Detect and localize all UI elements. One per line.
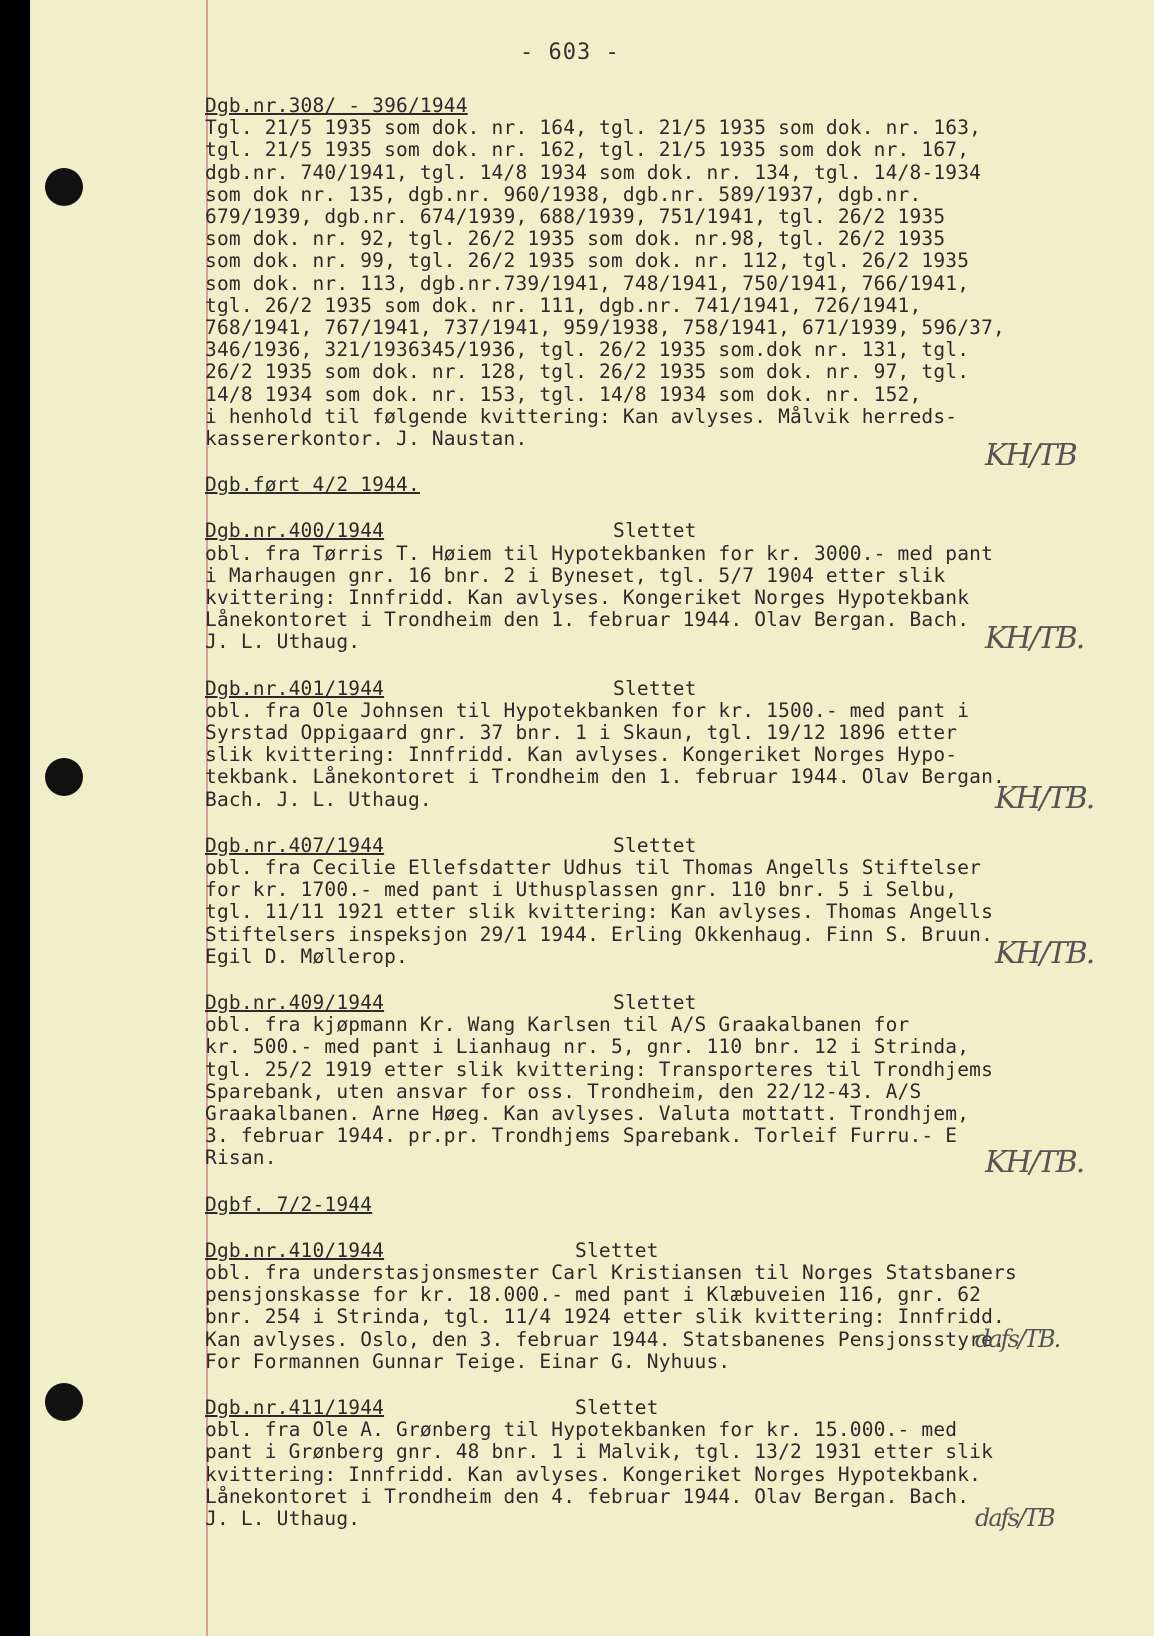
entry-reference: Dgb.nr.411/1944: [205, 1396, 385, 1420]
entry-text: obl. fra Tørris T. Høiem til Hypotekbanken for kr. 3000.- med pant i Marhaugen gnr. 16 bnr. 2 i Byneset, tgl. 5/7 1904 etter slik kvittering: Innfridd. Kan avlyses. Kongeriket Norges Hypotekbank Lånekontoret i Trondheim den 1. februar 1944. Olav Bergan. Bach. J. L. Uthaug.: [205, 541, 994, 654]
entry-reference: Dgbf. 7/2-1944: [205, 1192, 373, 1216]
entry-reference: Dgb.nr.401/1944: [205, 676, 385, 700]
entry-status: Slettet: [575, 1238, 659, 1262]
ledger-content: [205, 94, 1125, 1533]
ledger-entry: [205, 991, 1125, 1181]
handwritten-signature: KH/TB.: [985, 1145, 1084, 1181]
entry-text: Tgl. 21/5 1935 som dok. nr. 164, tgl. 21/5 1935 som dok. nr. 163, tgl. 21/5 1935 som dok. nr. 162, tgl. 21/5 1935 som dok nr. 167, dgb.nr. 740/1941, tgl. 14/8 1934 som dok. nr. 134, tgl. 14/8-1934 som dok nr. 135, dgb.nr. 960/1938, dgb.nr. 589/1937, dgb.nr. 679/1939, dgb.nr. 674/1939, 688/1939, 751/1941, tgl. 26/2 1935 som dok. nr. 92, tgl. 26/2 1935 som dok. nr.98, tgl. 26/2 1935 som dok. nr. 99, tgl. 26/2 1935 som dok. nr. 112, tgl. 26/2 1935 som dok. nr. 113, dgb.nr.739/1941, 748/1941, 750/1941, 766/1941, tgl. 26/2 1935 som dok. nr. 111, dgb.nr. 741/1941, 726/1941, 768/1941, 767/1941, 737/1941, 959/1938, 758/1941, 671/1939, 596/37, 346/1936, 321/1936345/1936, tgl. 26/2 1935 som.dok nr. 131, tgl. 26/2 1935 som dok. nr. 128, tgl. 26/2 1935 som dok. nr. 97, tgl. 14/8 1934 som dok. nr. 153, tgl. 14/8 1934 som dok. nr. 152, i henhold til følgende kvittering: Kan avlyses. Målvik herreds- kassererkontor. J. Naustan.: [205, 116, 1005, 451]
entry-text: obl. fra Ole Johnsen til Hypotekbanken for kr. 1500.- med pant i Syrstad Oppigaard gnr. 37 bnr. 1 i Skaun, tgl. 19/12 1896 etter slik kvittering: Innfridd. Kan avlyses. Kongeriket Norges Hypo- tekbank. Lånekontoret i Trondheim den 1. februar 1944. Olav Bergan. Bach. J. L. Uthaug.: [205, 698, 1005, 811]
entry-text: obl. fra kjøpmann Kr. Wang Karlsen til A/S Graakalbanen for kr. 500.- med pant i Lianhaug nr. 5, gnr. 110 bnr. 12 i Strinda, tgl. 25/2 1919 etter slik kvittering: Transporteres til Trondhjems Sparebank, uten ansvar for oss. Trondheim, den 22/12-43. A/S Graakalbanen. Arne Høeg. Kan avlyses. Valuta mottatt. Trondhjem, 3. februar 1944. pr.pr. Trondhjems Sparebank. Torleif Furru.- E Risan.: [205, 1013, 994, 1170]
ledger-entry: [205, 833, 1125, 971]
entry-text: obl. fra Ole A. Grønberg til Hypotekbanken for kr. 15.000.- med pant i Grønberg gnr. 48 bnr. 1 i Malvik, tgl. 13/2 1931 etter slik kvittering: Innfridd. Kan avlyses. Kongeriket Norges Hypotekbank. Lånekontoret i Trondheim den 4. februar 1944. Olav Bergan. Bach. J. L. Uthaug.: [205, 1418, 994, 1531]
entry-status: Slettet: [613, 991, 697, 1015]
entry-reference: Dgb.nr.409/1944: [205, 991, 385, 1015]
ledger-entry: [205, 1396, 1125, 1533]
entry-reference: Dgb.nr.400/1944: [205, 519, 385, 543]
entry-status: Slettet: [613, 833, 697, 857]
entry-status: Slettet: [613, 676, 697, 700]
handwritten-signature: KH/TB: [985, 438, 1076, 473]
handwritten-signature: KH/TB.: [995, 935, 1094, 971]
handwritten-signature: KH/TB.: [995, 780, 1094, 816]
entry-text: obl. fra understasjonsmester Carl Kristiansen til Norges Statsbaners pensjonskasse for kr. 18.000.- med pant i Klæbuveien 116, gnr. 62 bnr. 254 i Strinda, tgl. 11/4 1924 etter slik kvittering: Innfridd. Kan avlyses. Oslo, den 3. februar 1944. Statsbanenes Pensjonsstyre. For Formannen Gunnar Teige. Einar G. Nyhuus.: [205, 1261, 1017, 1373]
ledger-entry: [205, 474, 1125, 496]
ledger-entry: [205, 519, 1125, 657]
entry-reference: Dgb.ført 4/2 1944.: [205, 473, 420, 497]
binder-hole: [45, 1383, 83, 1421]
ledger-entry: [205, 1194, 1125, 1216]
ledger-entry: [205, 1240, 1125, 1373]
entry-status: Slettet: [575, 1396, 659, 1420]
binder-hole: [45, 168, 83, 206]
ledger-entry: [205, 94, 1125, 473]
ledger-page: [30, 0, 1154, 1636]
entry-reference: Dgb.nr.410/1944: [205, 1238, 385, 1262]
handwritten-signature: dafs/TB: [975, 1504, 1054, 1533]
handwritten-signature: KH/TB.: [985, 621, 1084, 657]
entry-text: obl. fra Cecilie Ellefsdatter Udhus til Thomas Angells Stiftelser for kr. 1700.- med pant i Uthusplassen gnr. 110 bnr. 5 i Selbu, tgl. 11/11 1921 etter slik kvittering: Kan avlyses. Thomas Angells Stiftelsers inspeksjon 29/1 1944. Erling Okkenhaug. Finn S. Bruun. Egil D. Møllerop.: [205, 856, 994, 968]
entry-status: Slettet: [613, 519, 697, 543]
entry-reference: Dgb.nr.407/1944: [205, 833, 385, 857]
binder-hole: [45, 758, 83, 796]
entry-reference: Dgb.nr.308/ - 396/1944: [205, 94, 468, 117]
page-number: - 603 -: [520, 40, 620, 65]
handwritten-signature: dafs/TB.: [975, 1324, 1060, 1353]
ledger-entry: [205, 676, 1125, 816]
